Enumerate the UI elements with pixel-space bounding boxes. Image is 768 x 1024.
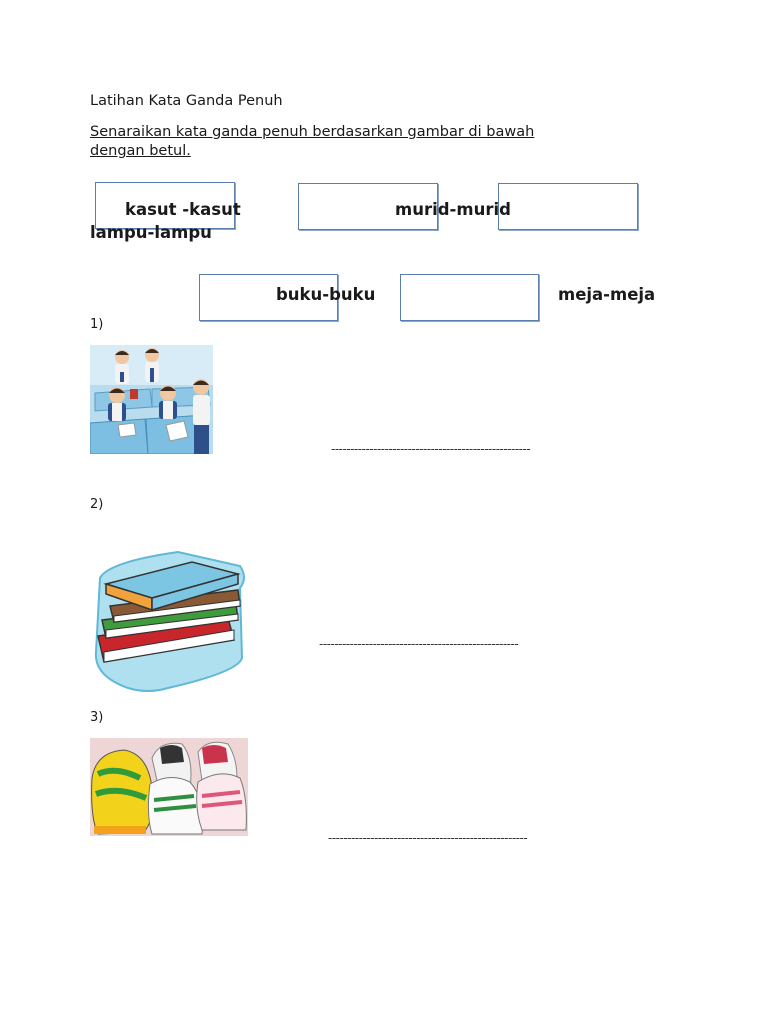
answer-line-1: ---------------------------------------------------- [331, 442, 531, 456]
word-buku: buku-buku [276, 285, 376, 304]
students-at-desks-image [90, 345, 213, 454]
word-murid: murid-murid [395, 200, 511, 219]
word-box-3 [498, 183, 638, 230]
word-meja: meja-meja [558, 285, 656, 304]
question-3-number: 3) [90, 710, 104, 725]
word-lampu: lampu-lampu [90, 223, 212, 242]
question-2-number: 2) [90, 497, 104, 512]
instruction-line-2: dengan betul. [90, 143, 191, 159]
answer-line-3: ---------------------------------------------------- [328, 831, 528, 845]
stack-of-books-image [88, 548, 248, 694]
word-box-5 [400, 274, 539, 321]
page-title: Latihan Kata Ganda Penuh [90, 93, 283, 109]
sneakers-image [90, 738, 248, 836]
word-kasut: kasut -kasut [125, 200, 241, 219]
question-1-number: 1) [90, 317, 104, 332]
instruction-line-1: Senaraikan kata ganda penuh berdasarkan gambar di bawah [90, 124, 535, 140]
answer-line-2: ---------------------------------------------------- [319, 637, 519, 651]
instruction [90, 123, 630, 161]
